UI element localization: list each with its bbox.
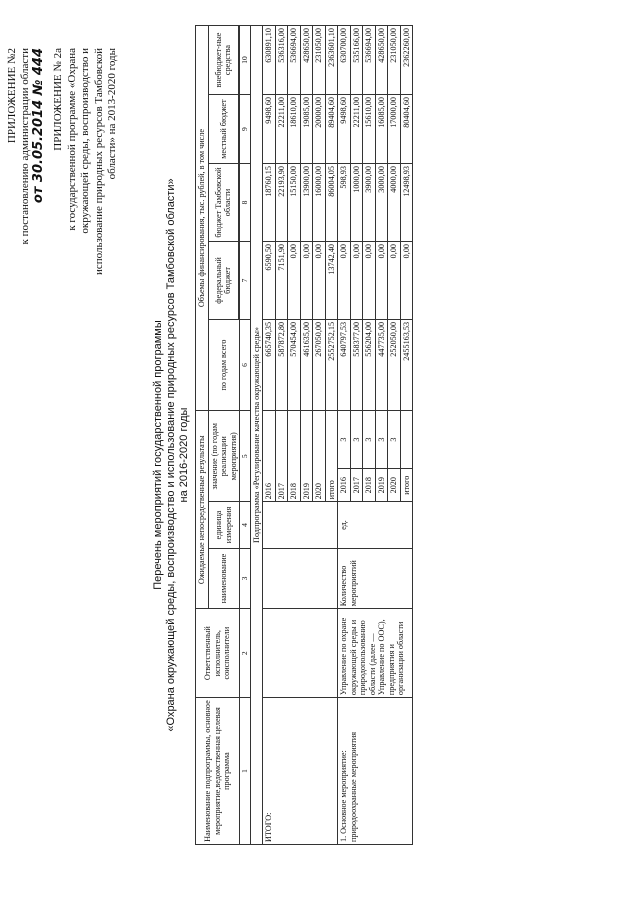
annex-block [52,48,120,308]
table-row: итого 2552752,15 13742,40 86004,05 89404,60 2363601,10 [325,26,338,845]
col-indicator-header: наименование [208,548,240,609]
table-row: итого 2455163,53 0,00 12498,93 80404,60 2362260,00 [400,26,413,845]
subprogram-title: Подпрограмма «Регулирование качества окружающей среды» [250,26,263,845]
idx-4: 4 [240,502,251,548]
col-executor-header: Ответственный исполнитель, соисполнители [196,609,240,698]
col-regional-header: бюджет Тамбовской области [208,164,239,242]
measure-executor: Управление по охране окружающей среды и природопользованию области (далее — Управление по ООС), предприятия и организации области [338,609,413,698]
index-row [240,26,251,845]
document-title [152,175,191,735]
idx-5: 5 [240,411,251,502]
measure-name: 1. Основное мероприятие: природоохранные мероприятия [338,698,413,845]
annex-line-2: окружающей среды, воспроизводство и [79,48,91,234]
col-name-header: Наименование подпрограммы, основное мероприятие,ведомственная целевая программа [196,698,240,845]
appendix-no: ПРИЛОЖЕНИЕ №2 [6,48,18,144]
idx-7: 7 [240,241,251,319]
total-label: ИТОГО: [263,698,338,845]
col-offbudget-header: внебюджет-ные средства [208,26,239,95]
header-row-1 [196,26,209,845]
approval-block [6,48,45,348]
idx-8: 8 [240,164,251,242]
idx-3: 3 [240,548,251,609]
table-row: 2020 3 252050,00 0,00 4000,00 17000,00 231050,00 [388,26,401,845]
idx-1: 1 [240,698,251,845]
table-row: 2018 570454,00 0,00 15150,00 18610,00 536694,00 [288,26,301,845]
total-year: 2016 [263,411,276,502]
measure-unit: ед. [338,502,413,548]
col-unit-header: единица измерения [208,502,240,548]
annex-line-3: использование природных ресурсов Тамбовской [92,48,105,276]
table-row: 2018 3 556204,00 0,00 3900,00 15610,00 536694,00 [363,26,376,845]
table-row: 2019 461635,00 0,00 13900,00 19085,00 428650,00 [300,26,313,845]
col-total-header: по годам всего [208,319,240,410]
annex-line-4: области» на 2013-2020 годы [106,48,118,180]
table-row: 2017 3 558377,00 0,00 1000,00 22211,00 535166,00 [350,26,363,845]
subprogram-row [250,26,263,845]
table-row: 2017 587872,80 7151,90 22193,90 22211,00 536316,00 [275,26,288,845]
col-value-header: значение (по годам реализации мероприятия) [208,411,240,502]
table-row: 2019 3 447735,00 0,00 3000,00 16085,00 428650,00 [375,26,388,845]
measures-table [195,25,413,845]
title-line-1: Перечень мероприятий государственной программы [152,320,164,590]
table-row: ИТОГО: 2016 665740,35 6590,50 18760,15 9498,60 630891,10 [263,26,276,845]
title-line-2: «Охрана окружающей среды, воспроизводство и использование природных ресурсов Тамбовской области» [165,178,177,732]
decree-date-handwritten: от 30.05.2014 № 444 [31,48,46,204]
idx-9: 9 [240,95,251,164]
table-row: 2020 267050,00 0,00 16000,00 20000,00 231050,00 [313,26,326,845]
table-row: 1. Основное мероприятие: природоохранные мероприятия Управление по охране окружающей среды и природопользованию области (далее — Управление по ООС), предприятия и организации области Количество мероприятий ед. 2016 3 640797,53 0,00 598,93 9498,60 630700,00 [338,26,351,845]
col-federal-header: федеральный бюджет [208,241,239,319]
idx-2: 2 [240,609,251,698]
decree-line: к постановлению администрации области [19,48,31,245]
annex-line-1: к государственной программе «Охрана [65,48,78,231]
measure-indicator: Количество мероприятий [338,548,413,609]
idx-10: 10 [240,26,251,95]
annex-title: ПРИЛОЖЕНИЕ № 2а [52,48,64,151]
title-line-3: на 2016-2020 годы [178,407,190,503]
col-results-header: Ожидаемые непосредственные результаты [196,411,209,609]
col-funding-header: Объемы финансирования, тыс. рублей, в том числе [196,26,209,411]
idx-6: 6 [240,319,251,410]
col-local-header: местный бюджет [208,95,239,164]
